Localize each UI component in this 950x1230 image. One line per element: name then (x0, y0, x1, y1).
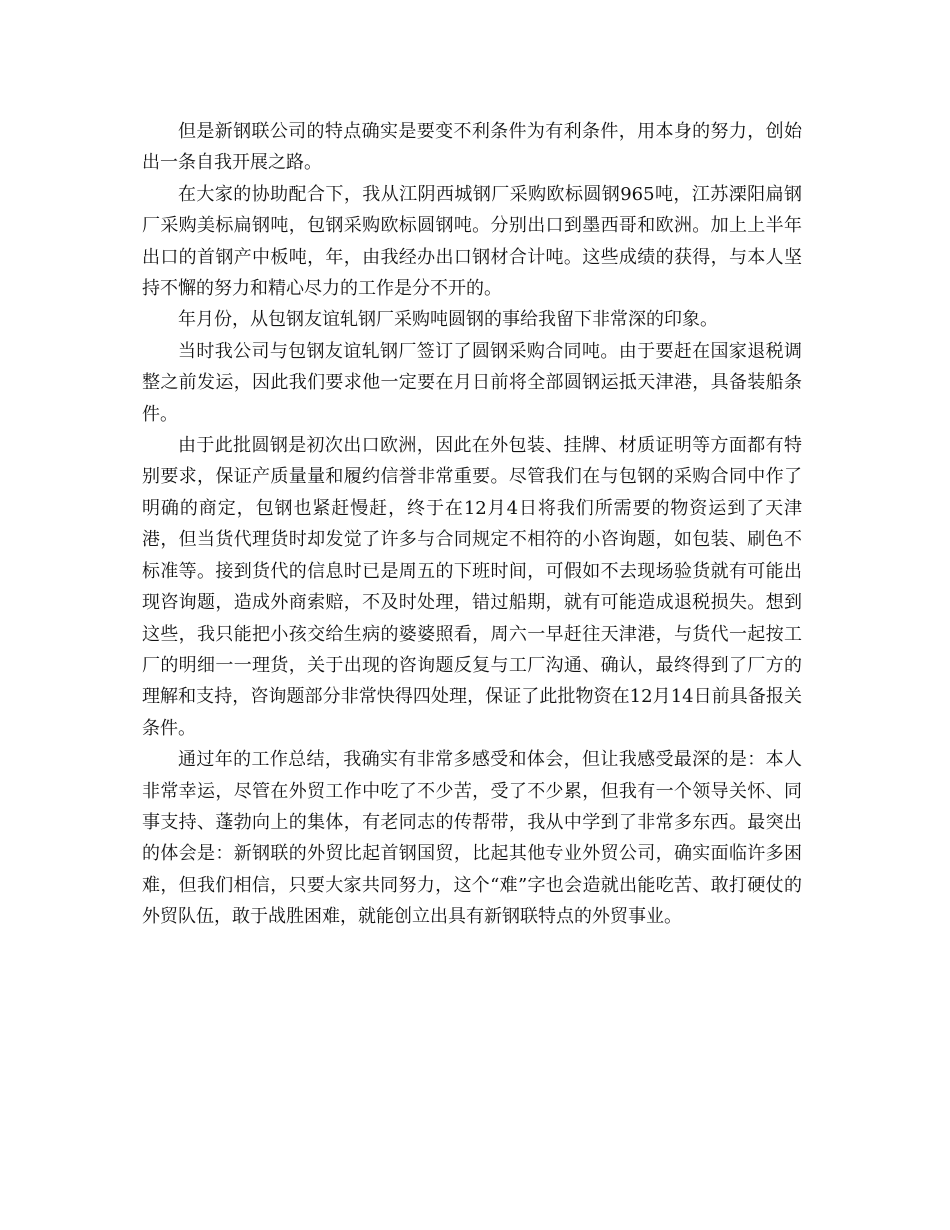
paragraph-1: 但是新钢联公司的特点确实是要变不利条件为有利条件，用本身的努力，创始出一条自我开展之路。 (142, 121, 802, 174)
paragraph-2: 在大家的协助配合下，我从江阴西城钢厂采购欧标圆钢965吨，江苏溧阳扁钢厂采购美标扁钢吨，包钢采购欧标圆钢吨。分别出口到墨西哥和欧洲。加上上半年出口的首钢产中板吨，年，由我经办出口钢材合计吨。这些成绩的获得，与本人坚持不懈的努力和精心尽力的工作是分不开的。 (142, 183, 802, 300)
document-body (142, 116, 802, 933)
paragraph-3: 年月份，从包钢友谊轧钢厂采购吨圆钢的事给我留下非常深的印象。 (178, 309, 718, 331)
paragraph-5: 由于此批圆钢是初次出口欧洲，因此在外包装、挂牌、材质证明等方面都有特别要求，保证产质量量和履约信誉非常重要。尽管我们在与包钢的采购合同中作了明确的商定，包钢也紧赶慢赶，终于在12月4日将我们所需要的物资运到了天津港，但当货代理货时却发觉了许多与合同规定不相符的小咨询题，如包装、刷色不标准等。接到货代的信息时已是周五的下班时间，可假如不去现场验货就有可能出现咨询题，造成外商索赔，不及时处理，错过船期，就有可能造成退税损失。想到这些，我只能把小孩交给生病的婆婆照看，周六一早赶往天津港，与货代一起按工厂的明细一一理货，关于出现的咨询题反复与工厂沟通、确认，最终得到了厂方的理解和支持，咨询题部分非常快得四处理，保证了此批物资在12月14日前具备报关条件。 (142, 435, 802, 739)
paragraph-4: 当时我公司与包钢友谊轧钢厂签订了圆钢采购合同吨。由于要赶在国家退税调整之前发运，因此我们要求他一定要在月日前将全部圆钢运抵天津港，具备装船条件。 (142, 340, 802, 425)
paragraph-6: 通过年的工作总结，我确实有非常多感受和体会，但让我感受最深的是：本人非常幸运，尽管在外贸工作中吃了不少苦，受了不少累，但我有一个领导关怀、同事支持、蓬勃向上的集体，有老同志的传帮带，我从中学到了非常多东西。最突出的体会是：新钢联的外贸比起首钢国贸，比起其他专业外贸公司，确实面临许多困难，但我们相信，只要大家共同努力，这个“难”字也会造就出能吃苦、敢打硬仗的外贸队伍，敢于战胜困难，就能创立出具有新钢联特点的外贸事业。 (142, 749, 802, 928)
